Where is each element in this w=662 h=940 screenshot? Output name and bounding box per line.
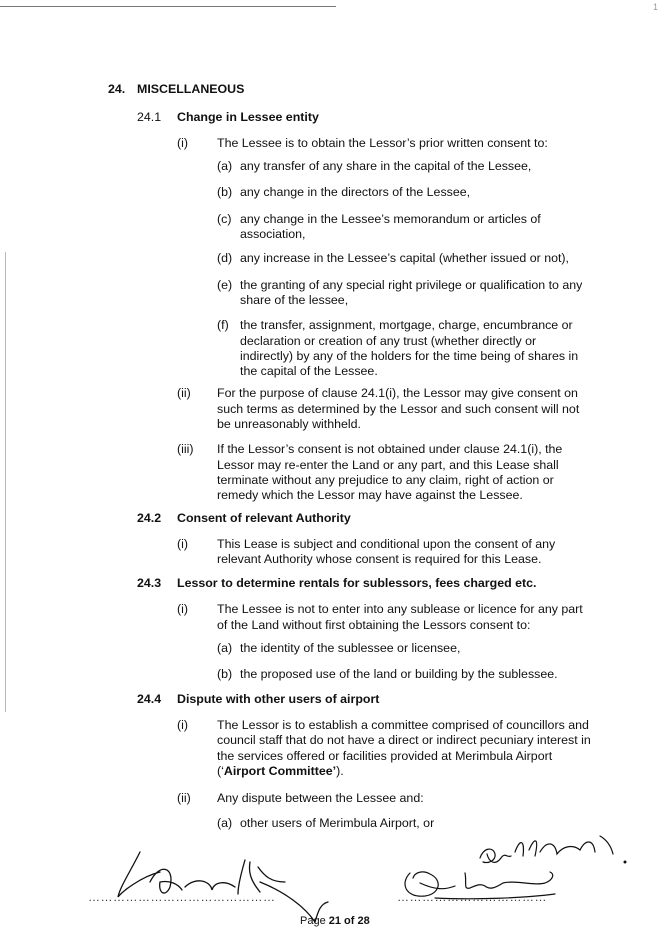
- subclause-label: (i): [177, 537, 189, 551]
- subclause-text: The Lessee is not to enter into any sublease or licence for any part: [217, 602, 583, 616]
- subclause-text: relevant Authority whose consent is required for this Lease.: [217, 552, 542, 566]
- clause-title: Change in Lessee entity: [177, 110, 319, 124]
- subclause-text: terminate without any prejudice to any claim, right of action or: [217, 473, 554, 487]
- subclause-text: If the Lessor’s consent is not obtained under clause 24.1(i), the: [217, 442, 563, 456]
- subclause-text: the services offered or facilities provided at Merimbula Airport: [217, 749, 553, 763]
- clause-number: 24.2: [137, 511, 162, 525]
- item-text: declaration or creation of any trust (whether directly or: [240, 334, 537, 348]
- subclause-label: (ii): [177, 791, 191, 805]
- item-text: association,: [240, 227, 306, 241]
- subclause-text: Any dispute between the Lessee and:: [217, 791, 424, 805]
- item-label: (b): [217, 185, 233, 199]
- clause-number: 24.1: [137, 110, 162, 124]
- signature-line-left: ………………………………………: [88, 890, 276, 904]
- item-text: the identity of the sublessee or licensee,: [240, 641, 461, 655]
- item-label: (a): [217, 641, 233, 655]
- clause-number: 24.4: [137, 692, 162, 706]
- item-text: any transfer of any share in the capital of the Lessee,: [240, 159, 532, 173]
- item-label: (e): [217, 278, 233, 292]
- section-number: 24.: [108, 82, 126, 96]
- subclause-text: council staff that do not have a direct or indirect pecuniary interest in: [217, 733, 591, 747]
- clause-title: Lessor to determine rentals for sublessors, fees charged etc.: [177, 576, 537, 590]
- corner-mark: 1: [652, 2, 658, 12]
- subclause-text: This Lease is subject and conditional upon the consent of any: [217, 537, 556, 551]
- subclause-label: (i): [177, 718, 189, 732]
- signature-line-right: ………………………………: [397, 890, 547, 904]
- item-text: the transfer, assignment, mortgage, charge, encumbrance or: [240, 318, 573, 332]
- subclause-label: (ii): [177, 386, 191, 400]
- item-text: the proposed use of the land or building by the sublessee.: [240, 667, 558, 681]
- subclause-label: (i): [177, 602, 189, 616]
- subclause-text: remedy which the Lessor may have against the Lessee.: [217, 488, 523, 502]
- item-label: (f): [217, 318, 229, 332]
- item-label: (a): [217, 159, 233, 173]
- left-margin-line: [5, 252, 6, 712]
- signature-right: [395, 828, 635, 908]
- subclause-text: such terms as determined by the Lessor and such consent will not: [217, 402, 580, 416]
- section-title: MISCELLANEOUS: [137, 82, 245, 96]
- item-label: (b): [217, 667, 233, 681]
- subclause-text: Lessor may re-enter the Land or any part, and this Lease shall: [217, 458, 559, 472]
- subclause-text: (‘Airport Committee’).: [217, 764, 344, 778]
- clause-title: Dispute with other users of airport: [177, 692, 380, 706]
- subclause-label: (i): [177, 136, 189, 150]
- subclause-text: The Lessee is to obtain the Lessor’s prior written consent to:: [217, 136, 548, 150]
- subclause-label: (iii): [177, 442, 194, 456]
- clause-number: 24.3: [137, 576, 162, 590]
- item-text: other users of Merimbula Airport, or: [240, 816, 435, 830]
- page-number: Page 21 of 28: [300, 915, 370, 927]
- item-label: (c): [217, 212, 232, 226]
- subclause-text: For the purpose of clause 24.1(i), the Lessor may give consent on: [217, 386, 578, 400]
- subclause-text: The Lessor is to establish a committee comprised of councillors and: [217, 718, 589, 732]
- item-text: the granting of any special right privilege or qualification to any: [240, 278, 583, 292]
- item-text: any change in the Lessee’s memorandum or articles of: [240, 212, 541, 226]
- item-text: the capital of the Lessee.: [240, 364, 378, 378]
- item-text: any change in the directors of the Lessee,: [240, 185, 471, 199]
- clause-title: Consent of relevant Authority: [177, 511, 351, 525]
- item-text: share of the lessee,: [240, 293, 349, 307]
- top-rule: [0, 6, 336, 7]
- item-text: any increase in the Lessee’s capital (whether issued or not),: [240, 251, 569, 265]
- item-label: (a): [217, 816, 233, 830]
- subclause-text: of the Land without first obtaining the Lessors consent to:: [217, 618, 531, 632]
- subclause-text: be unreasonably withheld.: [217, 417, 361, 431]
- item-label: (d): [217, 251, 233, 265]
- item-text: indirectly) by any of the holders for the time being of shares in: [240, 349, 579, 363]
